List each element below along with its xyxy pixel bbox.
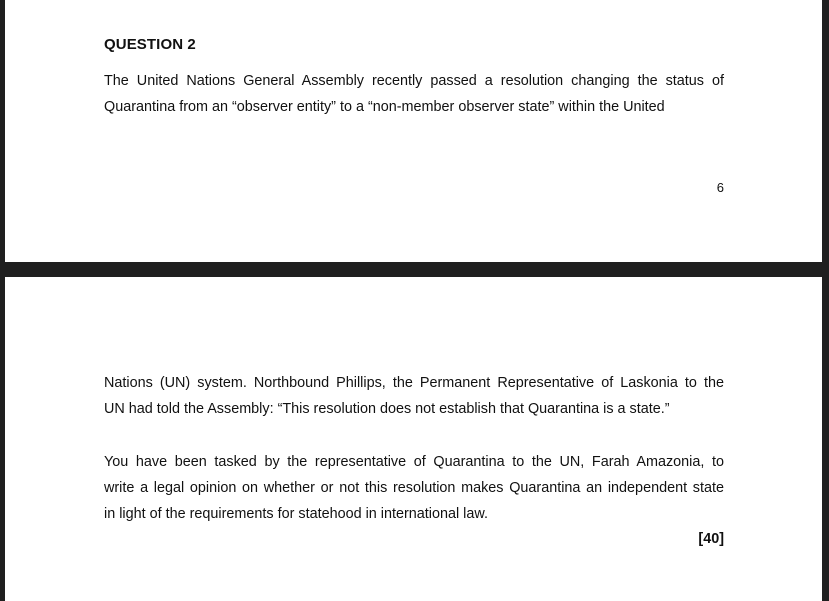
paragraph-line: write a legal opinion on whether or not this resolution makes Quarantina an independent state xyxy=(104,480,724,496)
marks-allocation: [40] xyxy=(698,531,724,547)
question-heading: QUESTION 2 xyxy=(104,36,196,53)
paragraph-line: Nations (UN) system. Northbound Phillips, the Permanent Representative of Laskonia to the xyxy=(104,375,724,391)
paragraph-line: The United Nations General Assembly recently passed a resolution changing the status of xyxy=(104,73,724,89)
question-paragraph-start xyxy=(104,68,724,120)
document-page-7 xyxy=(5,277,822,601)
document-page-6 xyxy=(5,0,822,262)
paragraph-line: in light of the requirements for statehood in international law. xyxy=(104,506,488,522)
page-number: 6 xyxy=(716,180,724,195)
question-paragraph-continued xyxy=(104,370,724,422)
paragraph-line: UN had told the Assembly: “This resolution does not establish that Quarantina is a state.” xyxy=(104,401,670,417)
paragraph-line: Quarantina from an “observer entity” to a “non-member observer state” within the United xyxy=(104,99,665,115)
paragraph-line: You have been tasked by the representative of Quarantina to the UN, Farah Amazonia, to xyxy=(104,454,724,470)
task-paragraph xyxy=(104,449,724,527)
